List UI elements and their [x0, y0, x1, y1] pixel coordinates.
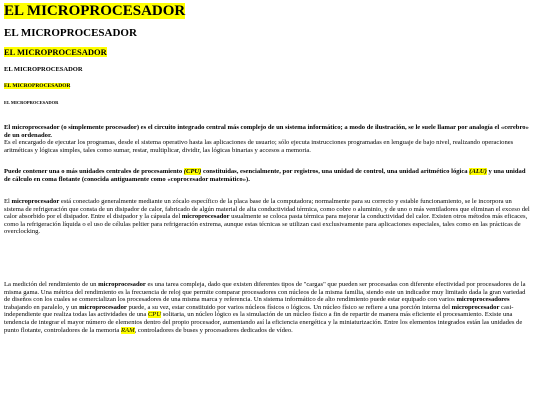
perf-text-d: puede, a su vez, estar constituido por varios núcleos físicos o lógicos. Un núcleo físico se refiere a una porción interna del	[126, 303, 452, 311]
paragraph-performance	[4, 281, 532, 334]
perf-text-f: solitaria, un núcleo lógico es la simulación de un núcleo físico a fin de repartir de manera más eficiente el procesamiento. Existe una tendencia de integrar el mayor número de elementos dentro del propio procesador, aumentando así la eficiencia energética y la miniaturización. Entre los elementos integrados están las unidades de punto flotante, controladores de la memoria	[4, 311, 523, 334]
units-text-b: constituidas, esencialmente, por registros, una unidad de control, una unidad aritmético lógica	[201, 168, 470, 175]
cooling-text-c: está conectado generalmente mediante un zócalo específico de la placa base de la computadora; normalmente para su correcto y estable funcionamiento, se le incorpora un sistema de refrigeración que consta de un disipador de calor, fabricado de algún material de alta conductividad térmica, como cobre o aluminio, y de uno o más ventiladores que eliminan el exceso del calor absorbido por el disipador. Entre el disipador y la cápsula del	[4, 198, 530, 221]
heading-6: EL MICROPROCESADOR	[4, 100, 59, 105]
intro-text: Es el encargado de ejecutar los programas, desde el sistema operativo hasta las aplicaciones de usuario; sólo ejecuta instrucciones programadas en lenguaje de bajo nivel, realizando operaciones aritméticas y lógicas simples, tales como sumar, restar, multiplicar, dividir, las lógicas binarias y accesos a memoria.	[4, 139, 514, 154]
heading-1	[4, 2, 185, 20]
heading-1-text: EL MICROPROCESADOR	[4, 3, 186, 19]
paragraph-cooling	[4, 198, 532, 236]
perf-term-1: microprocesador	[98, 281, 146, 288]
heading-5-text: EL MICROPROCESADOR	[4, 83, 71, 89]
intro-bold-text: El microprocesador (o simplemente procesador) es el circuito integrado central más complejo de un sistema informático; a modo de ilustración, se le suele llamar por analogía el «cerebro» de un ordenador.	[4, 124, 529, 139]
perf-term-2: microprocesadores	[456, 296, 510, 304]
perf-term-4: microprocesador	[451, 303, 500, 311]
heading-4: EL MICROPROCESADOR	[4, 66, 83, 73]
perf-text-a: La medición del rendimiento de un	[4, 281, 99, 288]
perf-cpu-term: CPU	[147, 311, 162, 319]
cooling-text-e: usualmente se coloca pasta térmica para mejorar la conductividad del calor. Existen otros métodos más eficaces, como la refrigeración líquida o el uso de células peltier para refrigeración extrema, aunque estas técnicas se utilizan casi exclusivamente para aplicaciones especiales, tales como en las prácticas de overclocking.	[4, 213, 528, 236]
units-text	[4, 168, 526, 183]
heading-3-text: EL MICROPROCESADOR	[4, 47, 107, 57]
cooling-text-a: El	[4, 198, 12, 205]
perf-text-e: casi-independiente que realiza todas las actividades de una	[4, 303, 514, 319]
units-text-c: y una unidad de cálculo en coma flotante (conocida antiguamente como «coprocesador matemático»).	[4, 168, 526, 183]
perf-text-g: , controladores de buses y procesadores dedicados de vídeo.	[134, 326, 293, 334]
paragraph-intro	[4, 124, 532, 154]
cpu-term: (CPU)	[183, 168, 202, 175]
cooling-term-2: microprocesador	[181, 213, 230, 221]
heading-2: EL MICROPROCESADOR	[4, 27, 137, 39]
alu-term: (ALU)	[469, 168, 487, 175]
cooling-term-1: microprocesador	[11, 198, 60, 205]
units-text-a: Puede contener una o más unidades centrales de procesamiento	[4, 168, 184, 175]
perf-text-b: es una tarea compleja, dado que existen diferentes tipos de "cargas" que pueden ser procesadas con diferente efectividad por procesadores de la misma gama. Una métrica del rendimiento es la frecuencia de reloj que permite comparar procesadores con núcleos de la misma familia, siendo este un indicador muy limitado dada la gran variedad de diseños con los cuales se comercializan los procesadores de una misma marca y referencia. Un sistema informático de alto rendimiento puede estar equipado con varios	[4, 281, 526, 304]
perf-text-c: trabajando en paralelo, y un	[4, 303, 80, 311]
paragraph-units	[4, 168, 532, 183]
perf-ram-term: RAM	[121, 326, 135, 334]
perf-term-3: microprocesador	[79, 303, 127, 311]
heading-3	[4, 47, 107, 57]
heading-5	[4, 83, 70, 89]
